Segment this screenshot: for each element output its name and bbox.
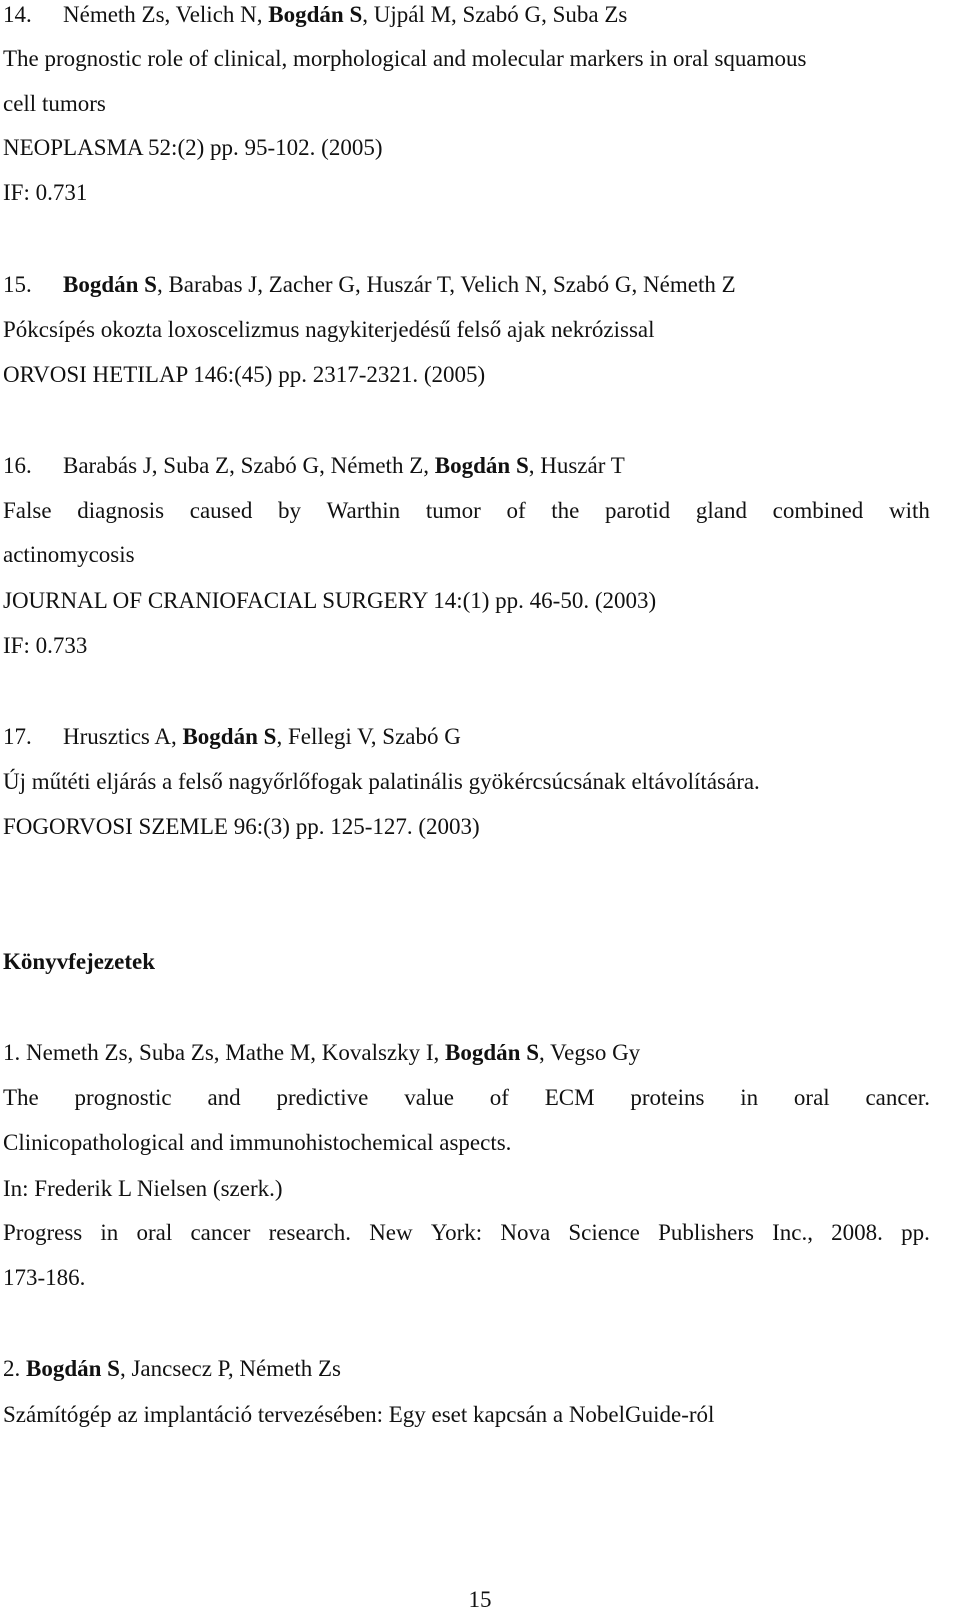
chapter-1-title-cont: Clinicopathological and immunohistochemical aspects. [3,1130,512,1155]
section-heading: Könyvfejezetek [3,949,155,974]
entry-16-title-cont: actinomycosis [3,542,135,567]
word: parotid [605,498,671,523]
word: prognostic [74,1085,172,1110]
word: the [551,498,580,523]
author-highlight: Bogdán S [182,724,277,749]
word: Inc., [772,1220,813,1245]
entry-16-title [3,496,930,526]
entry-14-authors [3,0,627,30]
word: in [740,1085,759,1110]
chapter-1-editor: In: Frederik L Nielsen (szerk.) [3,1176,283,1201]
word: oral [793,1085,830,1110]
entry-17-journal: FOGORVOSI SZEMLE 96:(3) pp. 125-127. (2003) [3,814,480,839]
word: York: [430,1220,483,1245]
word: Progress [3,1220,83,1245]
chapter-1-authors [3,1038,640,1068]
word: pp. [901,1220,930,1245]
word: Warthin [326,498,401,523]
chapter-2-authors [3,1354,341,1384]
author-text: , Ujpál M, Szabó G, Suba Zs [362,2,628,27]
word: Science [568,1220,640,1245]
author-text: , Barabas J, Zacher G, Huszár T, Velich N, Szabó G, Németh Z [156,272,736,297]
chapter-1-book [3,1218,930,1248]
word: gland [695,498,747,523]
word: of [506,498,526,523]
author-text: , Fellegi V, Szabó G [276,724,461,749]
chapter-number: 2. [3,1356,21,1381]
word: of [489,1085,509,1110]
entry-15-authors [3,270,736,300]
word: and [207,1085,241,1110]
entry-14-journal: NEOPLASMA 52:(2) pp. 95-102. (2005) [3,135,383,160]
word: New [369,1220,413,1245]
author-text: Barabás J, Suba Z, Szabó G, Németh Z, [63,453,435,478]
chapter-1-title [3,1083,930,1113]
word: 2008. [831,1220,883,1245]
word: research. [268,1220,351,1245]
entry-number: 17. [3,724,32,749]
word: ECM [544,1085,595,1110]
author-text: , Vegso Gy [539,1040,641,1065]
word: with [888,498,930,523]
entry-17-authors [3,722,461,752]
word: oral [136,1220,173,1245]
author-text: Németh Zs, Velich N, [63,2,269,27]
word: The [3,1085,39,1110]
entry-14-impact-factor: IF: 0.731 [3,180,88,205]
entry-16-journal: JOURNAL OF CRANIOFACIAL SURGERY 14:(1) pp. 46-50. (2003) [3,588,657,613]
word: value [404,1085,454,1110]
author-highlight: Bogdán S [445,1040,540,1065]
entry-15-journal: ORVOSI HETILAP 146:(45) pp. 2317-2321. (2005) [3,362,486,387]
author-highlight: Bogdán S [268,2,363,27]
author-highlight: Bogdán S [63,272,157,297]
author-text: Nemeth Zs, Suba Zs, Mathe M, Kovalszky I, [26,1040,446,1065]
word: tumor [425,498,481,523]
author-highlight: Bogdán S [26,1356,120,1381]
entry-17-title: Új műtéti eljárás a felső nagyőrlőfogak palatinális gyökércsúcsának eltávolítására. [3,769,760,794]
word: Publishers [658,1220,754,1245]
entry-15-title: Pókcsípés okozta loxoscelizmus nagykiterjedésű felső ajak nekrózissal [3,317,655,342]
word: combined [772,498,864,523]
chapter-number: 1. [3,1040,21,1065]
word: cancer. [865,1085,930,1110]
word: Nova [500,1220,551,1245]
author-text: Hrusztics A, [63,724,183,749]
author-text: , Jancsecz P, Németh Zs [119,1356,341,1381]
word: proteins [630,1085,705,1110]
entry-16-authors [3,451,625,481]
entry-16-impact-factor: IF: 0.733 [3,633,88,658]
entry-number: 14. [3,2,32,27]
word: predictive [276,1085,369,1110]
entry-number: 15. [3,272,32,297]
word: by [278,498,301,523]
entry-14-title: The prognostic role of clinical, morphological and molecular markers in oral squamous [3,46,807,71]
entry-14-title-cont: cell tumors [3,91,106,116]
word: diagnosis [77,498,165,523]
chapter-2-title: Számítógép az implantáció tervezésében: Egy eset kapcsán a NobelGuide-ról [3,1402,715,1427]
chapter-1-pages: 173-186. [3,1265,86,1290]
page-number: 15 [468,1587,492,1612]
entry-number: 16. [3,453,32,478]
word: caused [189,498,253,523]
word: False [3,498,52,523]
word: in [100,1220,119,1245]
word: cancer [190,1220,251,1245]
author-highlight: Bogdán S [434,453,529,478]
author-text: , Huszár T [528,453,625,478]
